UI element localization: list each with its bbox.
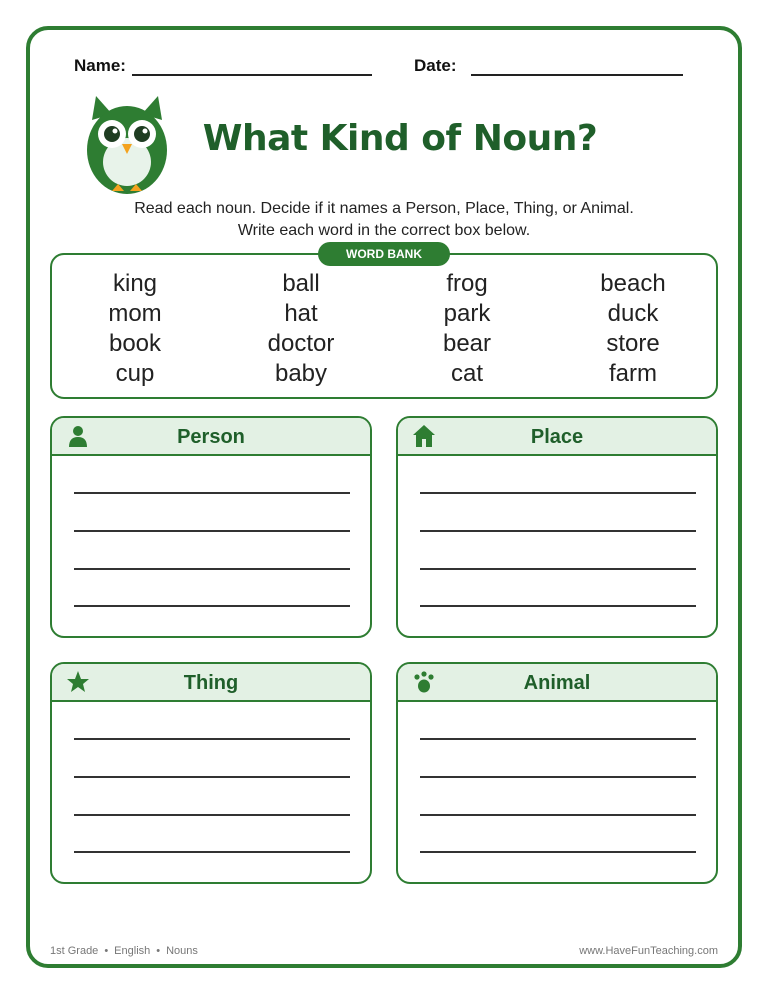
place-box-header [398, 418, 716, 456]
word-bank-word: beach [600, 270, 666, 297]
word-bank-word: king [112, 270, 158, 297]
write-line[interactable] [420, 605, 696, 607]
instructions-line-1: Read each noun. Decide if it names a Person, Place, Thing, or Animal. [134, 200, 634, 217]
write-line[interactable] [420, 492, 696, 494]
word-bank-word: farm [609, 360, 657, 387]
word-bank-column [52, 269, 218, 389]
word-bank-word: store [606, 330, 660, 357]
write-line[interactable] [74, 814, 350, 816]
footer-grade: 1st Grade [50, 945, 99, 957]
word-bank [50, 253, 718, 399]
write-line[interactable] [420, 568, 696, 570]
word-bank-column [384, 269, 550, 389]
thing-box-header [52, 664, 370, 702]
place-box-title: Place [530, 426, 584, 448]
word-bank-word: doctor [267, 330, 335, 357]
bullet-icon: • [104, 945, 109, 957]
person-box-title: Person [177, 426, 245, 448]
write-line[interactable] [420, 851, 696, 853]
place-box [396, 416, 718, 638]
instructions [84, 198, 684, 242]
instructions-line-2: Write each word in the correct box below. [237, 222, 531, 239]
animal-box-title: Animal [523, 672, 591, 694]
star-icon [66, 670, 90, 694]
footer-subject: English [114, 945, 151, 957]
thing-box-title: Thing [183, 672, 239, 694]
page-title: What Kind of Noun? [202, 118, 598, 159]
word-bank-word: book [108, 330, 162, 357]
word-bank-word: park [443, 300, 491, 327]
write-line[interactable] [74, 530, 350, 532]
word-bank-word: frog [446, 270, 488, 297]
write-line[interactable] [74, 492, 350, 494]
word-bank-word: cup [115, 360, 155, 387]
word-bank-column [550, 269, 716, 389]
word-bank-word: baby [274, 360, 328, 387]
person-box-header [52, 418, 370, 456]
animal-box-header [398, 664, 716, 702]
word-bank-column [218, 269, 384, 389]
write-line[interactable] [74, 851, 350, 853]
footer-tags [50, 945, 198, 957]
write-line[interactable] [420, 738, 696, 740]
word-bank-word: cat [450, 360, 483, 387]
name-field[interactable] [74, 56, 372, 76]
word-bank-word: mom [108, 300, 162, 327]
word-bank-word: bear [442, 330, 492, 357]
write-line[interactable] [74, 605, 350, 607]
date-line[interactable] [471, 58, 683, 76]
write-line[interactable] [74, 568, 350, 570]
date-field[interactable] [414, 56, 683, 76]
footer-site-link[interactable]: www.HaveFunTeaching.com [579, 945, 718, 957]
write-line[interactable] [420, 776, 696, 778]
footer-topic: Nouns [166, 945, 198, 957]
name-line[interactable] [132, 58, 372, 76]
date-label: Date: [414, 56, 457, 75]
bullet-icon: • [156, 945, 161, 957]
animal-box [396, 662, 718, 884]
owl-icon [82, 94, 172, 198]
name-label: Name: [74, 56, 126, 75]
write-line[interactable] [74, 776, 350, 778]
word-bank-word: ball [282, 270, 320, 297]
word-bank-label: WORD BANK [318, 242, 450, 266]
write-line[interactable] [420, 814, 696, 816]
person-icon [66, 424, 90, 448]
write-line[interactable] [74, 738, 350, 740]
word-bank-word: hat [284, 300, 318, 327]
person-box [50, 416, 372, 638]
paw-icon [412, 670, 436, 694]
word-bank-word: duck [607, 300, 659, 327]
write-line[interactable] [420, 530, 696, 532]
house-icon [412, 424, 436, 448]
thing-box [50, 662, 372, 884]
